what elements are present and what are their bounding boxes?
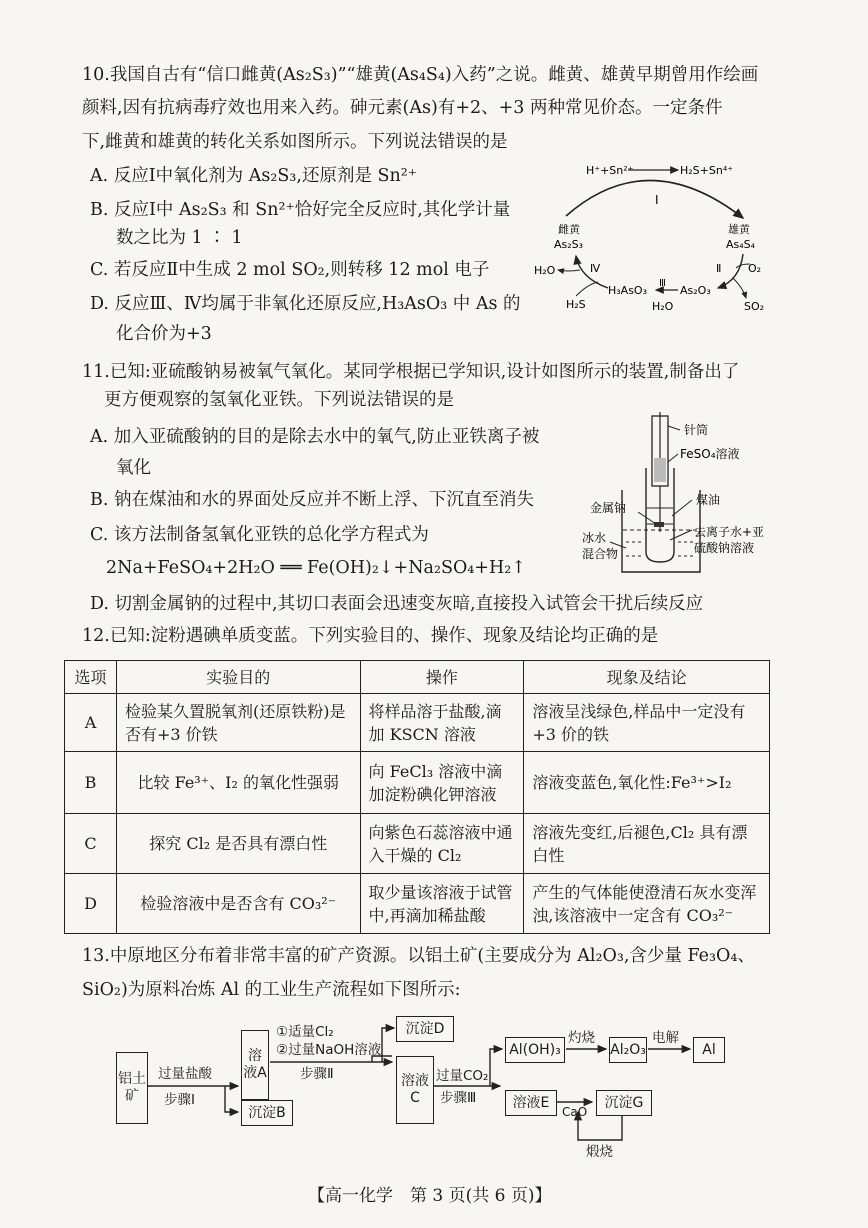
label-feso4: FeSO₄溶液 bbox=[680, 447, 740, 461]
table-row bbox=[65, 874, 770, 934]
box-al: Al bbox=[693, 1037, 725, 1063]
arrow-to-aloh3 bbox=[490, 1049, 502, 1086]
diag-top-right: H₂S+Sn⁴⁺ bbox=[680, 164, 734, 177]
header-operation: 操作 bbox=[360, 661, 524, 694]
row-d-goal: 检验溶液中是否含有 CO₃²⁻ bbox=[116, 874, 360, 934]
q10-option-c: C. 若反应Ⅱ中生成 2 mol SO₂,则转移 12 mol 电子 bbox=[90, 260, 490, 280]
box-sol-c: 溶液C bbox=[396, 1056, 434, 1124]
q11-option-c: C. 该方法制备氢氧化亚铁的总化学方程式为 bbox=[90, 525, 429, 545]
box-ppt-g: 沉淀G bbox=[596, 1090, 652, 1116]
header-result: 现象及结论 bbox=[524, 661, 770, 694]
label-burn: 灼烧 bbox=[568, 1030, 595, 1046]
box-sol-e: 溶液E bbox=[505, 1090, 557, 1116]
q10-stem-line2: 颜料,因有抗病毒疗效也用来入药。砷元素(As)有+2、+3 两种常见价态。一定条件 bbox=[82, 98, 723, 118]
label-naoh: ②过量NaOH溶液 bbox=[276, 1042, 382, 1058]
q10-option-b-line2: 数之比为 1 ∶ 1 bbox=[116, 228, 243, 248]
header-option: 选项 bbox=[65, 661, 117, 694]
diag-top-left: H⁺+Sn²⁺ bbox=[586, 164, 634, 177]
arrow-ore-to-b bbox=[225, 1086, 238, 1112]
row-b-option: B bbox=[65, 752, 117, 814]
q10-option-b-line1: B. 反应Ⅰ中 As₂S₃ 和 Sn²⁺恰好完全反应时,其化学计量 bbox=[90, 200, 511, 220]
label-cao: CaO bbox=[562, 1105, 588, 1119]
label-water-l2: 硫酸钠溶液 bbox=[694, 541, 755, 555]
diag-h2o-bottom: H₂O bbox=[652, 300, 674, 313]
q12-table bbox=[64, 660, 770, 934]
q13-stem-line2: SiO₂)为原料冶炼 Al 的工业生产流程如下图所示: bbox=[82, 980, 461, 1000]
q11-stem-line1: 11.已知:亚硫酸钠易被氧气氧化。某同学根据已学知识,设计如图所示的装置,制备出了 bbox=[82, 362, 740, 382]
box-ppt-d: 沉淀D bbox=[396, 1016, 454, 1042]
diag-so2: SO₂ bbox=[744, 300, 765, 313]
row-c-option: C bbox=[65, 814, 117, 874]
q10-reaction-diagram bbox=[528, 148, 788, 318]
diag-label-r1: Ⅰ bbox=[655, 193, 659, 207]
q11-option-a-line1: A. 加入亚硫酸钠的目的是除去水中的氧气,防止亚铁离子被 bbox=[90, 427, 540, 447]
diag-label-r4: Ⅳ bbox=[590, 262, 601, 275]
diag-h3aso3: H₃AsO₃ bbox=[608, 284, 648, 297]
diag-h2s: H₂S bbox=[566, 298, 586, 311]
row-c-result: 溶液先变红,后褪色,Cl₂ 具有漂白性 bbox=[524, 814, 770, 874]
row-a-goal: 检验某久置脱氧剂(还原铁粉)是否有+3 价铁 bbox=[116, 694, 360, 752]
q13-stem-line1: 13.中原地区分布着非常丰富的矿产资源。以铝土矿(主要成分为 Al₂O₃,含少量 Fe₃O₄、 bbox=[82, 946, 755, 966]
q10-stem-line1: 10.我国自古有“信口雌黄(As₂S₃)”“雄黄(As₄S₄)入药”之说。雌黄、雄黄早期曾用作绘画 bbox=[82, 65, 759, 85]
row-a-option: A bbox=[65, 694, 117, 752]
q12-stem: 12.已知:淀粉遇碘单质变蓝。下列实验目的、操作、现象及结论均正确的是 bbox=[82, 626, 659, 646]
row-d-option: D bbox=[65, 874, 117, 934]
label-hcl: 过量盐酸 bbox=[158, 1066, 212, 1082]
label-water-l1: 去离子水+亚 bbox=[694, 525, 765, 539]
diag-left-name: 雌黄 bbox=[558, 223, 580, 236]
q11-option-d: D. 切割金属钠的过程中,其切口表面会迅速变灰暗,直接投入试管会干扰后续反应 bbox=[90, 594, 704, 614]
row-d-operation: 取少量该溶液于试管中,再滴加稀盐酸 bbox=[360, 874, 524, 934]
box-ore: 铝土矿 bbox=[116, 1052, 148, 1124]
label-ice-l2: 混合物 bbox=[582, 547, 619, 561]
sodium-piece bbox=[654, 522, 664, 527]
q11-stem-line2: 更方便观察的氢氧化亚铁。下列说法错误的是 bbox=[104, 390, 454, 410]
label-ice-l1: 冰水 bbox=[582, 531, 607, 545]
diag-h2o-left: H₂O bbox=[534, 264, 556, 277]
diag-right-formula: As₄S₄ bbox=[726, 238, 756, 251]
beaker bbox=[622, 490, 700, 572]
q10-option-d-line2: 化合价为+3 bbox=[116, 324, 212, 344]
header-goal: 实验目的 bbox=[116, 661, 360, 694]
row-b-goal: 比较 Fe³⁺、I₂ 的氧化性强弱 bbox=[116, 752, 360, 814]
row-c-operation: 向紫色石蕊溶液中通入干燥的 Cl₂ bbox=[360, 814, 524, 874]
box-sol-a: 溶液A bbox=[241, 1030, 269, 1100]
label-syringe: 针筒 bbox=[684, 423, 709, 437]
diag-arrow-r2 bbox=[718, 254, 743, 288]
table-row bbox=[65, 752, 770, 814]
table-row bbox=[65, 814, 770, 874]
q11-option-a-line2: 氧化 bbox=[116, 458, 151, 478]
label-electrolysis: 电解 bbox=[652, 1030, 679, 1046]
q10-option-d-line1: D. 反应Ⅲ、Ⅳ均属于非氧化还原反应,H₃AsO₃ 中 As 的 bbox=[90, 294, 521, 314]
q11-option-b: B. 钠在煤油和水的界面处反应并不断上浮、下沉直至消失 bbox=[90, 490, 534, 510]
diag-label-r2: Ⅱ bbox=[716, 262, 722, 275]
q10-stem-line3: 下,雌黄和雄黄的转化关系如图所示。下列说法错误的是 bbox=[82, 132, 508, 152]
q11-apparatus bbox=[580, 412, 810, 582]
label-cl2: ①适量Cl₂ bbox=[276, 1024, 334, 1040]
table-row bbox=[65, 694, 770, 752]
arrow-to-d bbox=[382, 1028, 394, 1062]
diag-left-formula: As₂S₃ bbox=[554, 238, 584, 251]
box-al2o3: Al₂O₃ bbox=[609, 1037, 647, 1063]
row-c-goal: 探究 Cl₂ 是否具有漂白性 bbox=[116, 814, 360, 874]
box-ppt-b: 沉淀B bbox=[241, 1100, 293, 1126]
q10-option-a: A. 反应Ⅰ中氧化剂为 As₂S₃,还原剂是 Sn²⁺ bbox=[90, 166, 418, 186]
label-kerosene: 煤油 bbox=[696, 493, 721, 507]
diag-o2: O₂ bbox=[748, 262, 762, 275]
row-a-result: 溶液呈浅绿色,样品中一定没有+3 价的铁 bbox=[524, 694, 770, 752]
box-aloh3: Al(OH)₃ bbox=[505, 1037, 565, 1063]
table-header-row bbox=[65, 661, 770, 694]
diag-right-name: 雄黄 bbox=[728, 223, 750, 236]
arrow-calcine-loop bbox=[578, 1112, 622, 1140]
diag-label-r3: Ⅲ bbox=[659, 278, 666, 289]
label-calcine: 煅烧 bbox=[586, 1144, 613, 1160]
label-sodium: 金属钠 bbox=[590, 501, 627, 515]
label-step3: 步骤Ⅲ bbox=[440, 1090, 477, 1106]
label-co2: 过量CO₂ bbox=[436, 1068, 489, 1084]
label-step1: 步骤Ⅰ bbox=[164, 1092, 195, 1108]
row-a-operation: 将样品溶于盐酸,滴加 KSCN 溶液 bbox=[360, 694, 524, 752]
row-d-result: 产生的气体能使澄清石灰水变浑浊,该溶液中一定含有 CO₃²⁻ bbox=[524, 874, 770, 934]
diag-as2o3: As₂O₃ bbox=[680, 284, 711, 297]
row-b-result: 溶液变蓝色,氧化性:Fe³⁺>I₂ bbox=[524, 752, 770, 814]
q11-equation: 2Na+FeSO₄+2H₂O ══ Fe(OH)₂↓+Na₂SO₄+H₂↑ bbox=[106, 558, 526, 578]
row-b-operation: 向 FeCl₃ 溶液中滴加淀粉碘化钾溶液 bbox=[360, 752, 524, 814]
page-footer: 【高一化学 第 3 页(共 6 页)】 bbox=[308, 1186, 552, 1206]
label-step2: 步骤Ⅱ bbox=[300, 1066, 334, 1082]
